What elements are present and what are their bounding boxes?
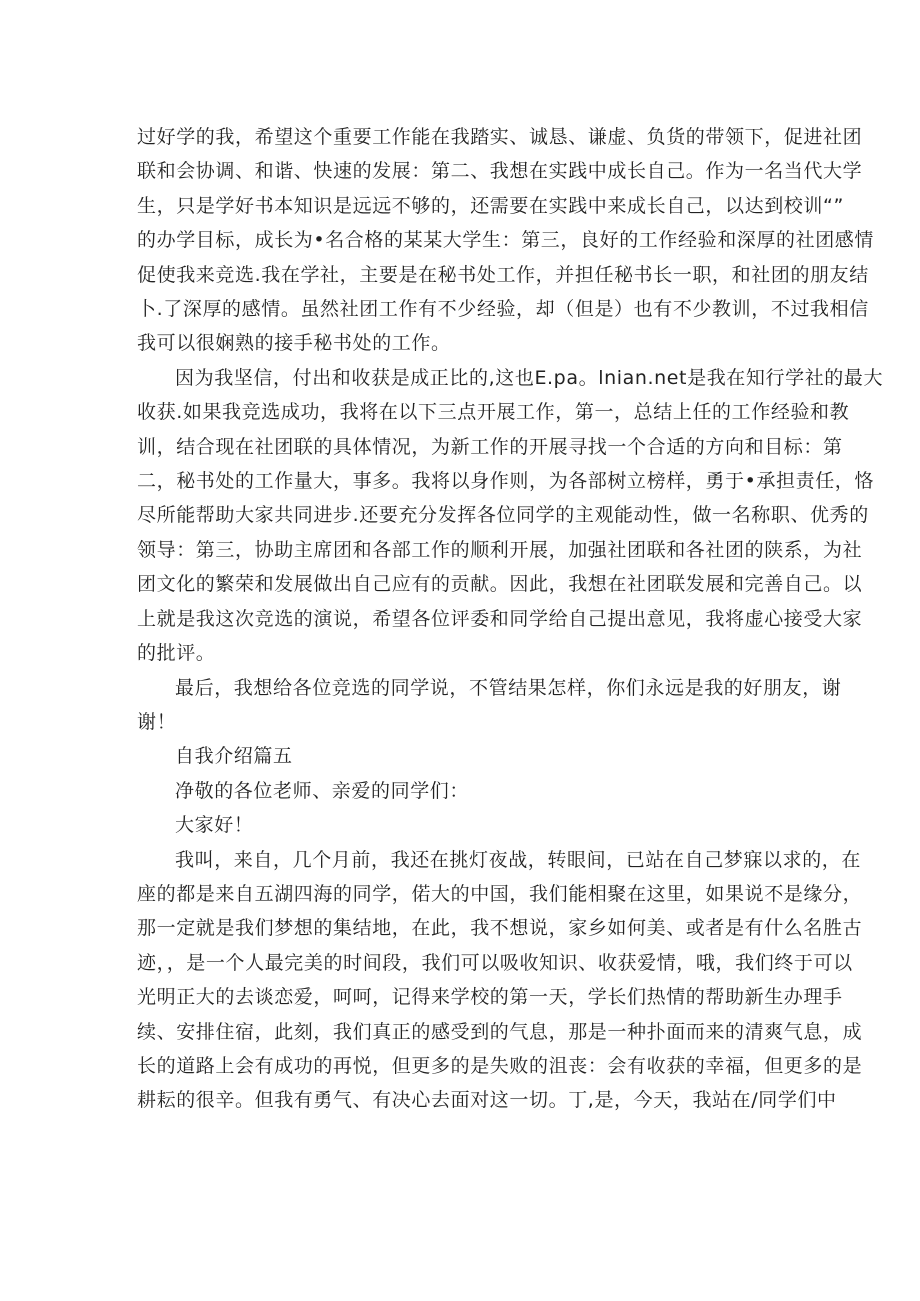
- paragraph-closing: [137, 671, 842, 740]
- text-line: 卜.了深厚的感情。虽然社团工作有不少经验，却（但是）也有不少教训，不过我相信: [137, 298, 869, 321]
- text-line: 迹，，是一个人最完美的时间段，我们可以吸收知识、收获爱情，哦，我们终于可以: [137, 951, 853, 974]
- text-line: 生，只是学好书本知识是远远不够的，还需要在实践中来成长自己，以达到校训“”: [137, 194, 844, 217]
- greeting: 大家好！: [175, 814, 254, 837]
- text-line: 领导：第三，协助主席团和各部工作的顺利开展，加强社团联和各社团的陕系，为社: [137, 538, 863, 561]
- text-line: 我可以很娴熟的接手秘书处的工作。: [137, 332, 451, 355]
- text-line: 那一定就是我们梦想的集结地，在此，我不想说，家乡如何美、或者是有什么名胜古: [137, 917, 863, 940]
- text-line: 团文化的繁荣和发展做出自己应有的贡献。因此，我想在社团联发展和完善自己。以: [137, 573, 863, 596]
- text-line: 训，结合现在社团联的具体情况，为新工作的开展寻找一个合适的方向和目标：第: [137, 435, 843, 458]
- text-line: 续、安排住宿，此刻，我们真正的感受到的气息，那是一种扑面而来的清爽气息，成: [137, 1020, 863, 1043]
- text-line: 耕耘的很辛。但我有勇气、有决心去面对这一切。丁,是，今天，我站在/同学们中: [137, 1089, 837, 1112]
- text-line: 谢！: [137, 710, 177, 733]
- text-line: 光明正大的去谈恋爱，呵呵，记得来学校的第一天，学长们热情的帮助新生办理手: [137, 986, 843, 1009]
- text-line: 联和会协调、和谐、快速的发展：第二、我想在实践中成长自己。作为一名当代大学: [137, 160, 863, 183]
- text-line: 因为我坚信，付出和收获是成正比的,这也E.pa。lnian.net是我在知行学社的最大: [175, 366, 884, 389]
- text-line: 收获.如果我竞选成功，我将在以下三点开展工作，第一，总结上任的工作经验和教: [137, 401, 850, 424]
- paragraph-introduction: [137, 843, 863, 1118]
- text-line: 促使我来竞选.我在学社，主要是在秘书处工作，并担任秘书长一职，和社团的朋友结: [137, 263, 869, 286]
- text-line: 的办学目标，成长为•名合格的某某大学生：第三，良好的工作经验和深厚的社团感情: [137, 229, 875, 252]
- text-line: 座的都是来自五湖四海的同学，偌大的中国，我们能相聚在这里，如果说不是缘分，: [137, 882, 863, 905]
- text-line: 上就是我这次竞选的演说，希望各位评委和同学给自己提出意见，我将虚心接受大家: [137, 607, 863, 630]
- paragraph-continued: [137, 120, 875, 361]
- section-heading: 自我介绍篇五: [175, 745, 293, 768]
- text-line: 尽所能帮助大家共同进步.还要充分发挥各位同学的主观能动性，做一名称职、优秀的: [137, 504, 869, 527]
- text-line: 最后，我想给各位竞选的同学说，不管结果怎样，你们永远是我的好朋友，谢: [175, 676, 842, 699]
- text-line: 过好学的我，希望这个重要工作能在我踏实、诚恳、谦虚、负货的带领下，促进社团: [137, 126, 863, 148]
- salutation: 净敬的各位老师、亲爱的同学们：: [175, 779, 470, 802]
- text-line: 我叫，来自，几个月前，我还在挑灯夜战，转眼间，已站在自己梦寐以求的，在: [175, 848, 862, 871]
- text-line: 长的道路上会有成功的再悦，但更多的是失败的沮丧：会有收获的幸福，但更多的是: [137, 1054, 863, 1077]
- document-body: [137, 120, 884, 1118]
- text-line: 二，秘书处的工作量大，事多。我将以身作则，为各部树立榜样，勇于•承担责任，恪: [137, 470, 875, 493]
- text-line: 的批评。: [137, 642, 216, 665]
- paragraph-plan: [137, 361, 884, 671]
